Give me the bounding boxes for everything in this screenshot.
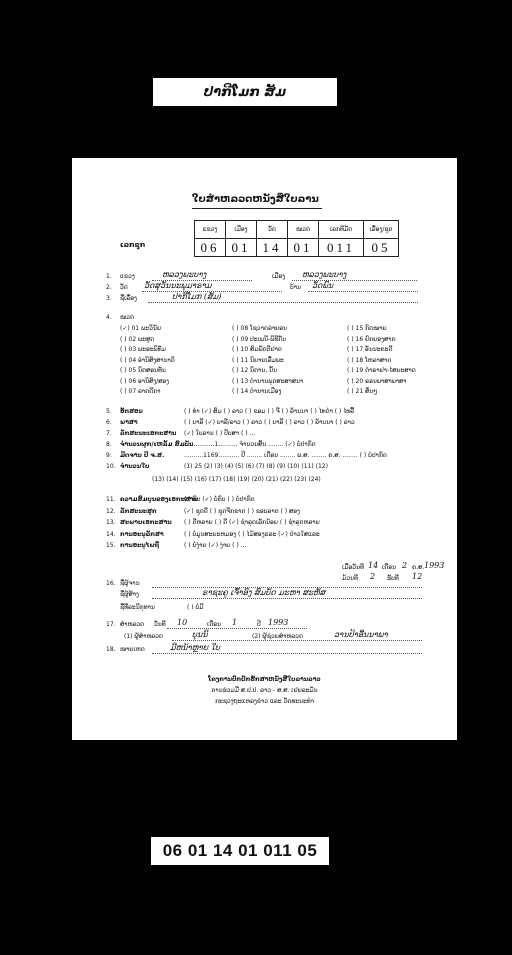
code-table xyxy=(194,220,399,257)
row-label: ພາສາ xyxy=(120,419,138,426)
category-label: ໝວດ xyxy=(120,314,134,321)
row-options: ( ) ບໍ່ມູນສະຍະຫມອງ ( ) ໄມ້ສອງແລະ (✓) ປ່າວໃສແລະ xyxy=(184,530,320,538)
receipt-number-label: ຮັບທີ xyxy=(387,575,399,582)
code-header: ແຂວງ xyxy=(195,221,226,239)
row-options: ( ) ບໍ່ງ່າຍ (✓) ງ່າຍ ( ) ... xyxy=(184,542,247,549)
copy-date-label: ເມື່ອວັນທີ xyxy=(342,564,364,571)
row-options: (1) 25 (2) (3) (4) (5) (6) (7) (8) (9) (10) (11) (12) xyxy=(184,463,328,470)
code-digit: 011 xyxy=(319,239,364,257)
copy-date-year: 1993 xyxy=(424,561,445,570)
field-value-temple: ວັດສຸວັນນະພຸມາຣາມ xyxy=(144,281,212,290)
code-header: ເມືອງ xyxy=(226,221,257,239)
field-label-province: ແຂວງ xyxy=(120,273,135,280)
category-option: ( ) 06 ອານິສົງ/ສອງ xyxy=(120,377,170,385)
roll-title-text: ປາກີໂມກ ສັມ xyxy=(203,84,287,100)
survey-day-label: ວັນທີ xyxy=(154,621,166,628)
keeper-options: ( ) ບໍ່ມີ xyxy=(187,604,204,611)
sponsor-value: ຣາຊະຄູ ເຈົ້າອົງ ສົມບັດ ມະຫາ ສະຫັສ xyxy=(202,588,326,597)
category-option: ( ) 17 ອັນນະຄະດີ xyxy=(347,346,393,353)
row-options: ................1.......... ຈຳນວນສິ້ນ ........ (✓) ບໍ່ປາກົດ xyxy=(184,441,316,448)
category-option: ( ) 10 ສົມພັດຕີຢາດ xyxy=(232,346,282,353)
field-value-district: ຫລວງພະບາງ xyxy=(302,270,347,279)
survey-form-sheet xyxy=(72,158,457,740)
field-label-title: ຊື່ເລື່ອງ xyxy=(120,295,137,302)
code-label: ເລກຊຸກ xyxy=(120,241,146,249)
field-number: 11. xyxy=(106,496,116,503)
category-option: ( ) 15 ກົດໝາຍ xyxy=(347,325,387,332)
category-option: ( ) 09 ປະເພນີ-ພິທີກັນ xyxy=(232,335,287,343)
field-number: 12. xyxy=(106,507,116,515)
field-number: 10. xyxy=(106,463,116,470)
dotted-line xyxy=(308,291,418,292)
row-label: ຄວາມສົມບູນຂອງເອກະສານ xyxy=(120,496,198,503)
category-option: ( ) 11 ນິຍາຍເລື່ມພະ xyxy=(232,356,284,364)
roll-code-label xyxy=(151,837,329,865)
row-label: ຈຳນວນຜູກ/ເຫລັ້ມ ສົມບັນ xyxy=(120,441,194,448)
surveyor-value: ບຸນນິ xyxy=(192,630,208,639)
assistant-value: ວານປ້າອີ່ນນາພາ xyxy=(334,630,388,639)
field-number: 8. xyxy=(106,441,112,448)
field-label-temple: ວັດ xyxy=(120,284,128,291)
surveyor-label: (1) ຜູ້ສຳຫລວດ xyxy=(124,633,163,640)
row-label: ຈຳນວນໃບ xyxy=(120,463,150,470)
survey-year: 1993 xyxy=(268,618,289,627)
row-label: ສະພາບເອກະສານ xyxy=(120,519,172,526)
code-digit: 01 xyxy=(226,239,257,257)
field-number: 1. xyxy=(106,273,112,280)
field-number: 16. xyxy=(106,580,116,587)
row-options: ( ) ດີຫລາຍ ( ) ດີ (✓) ຊໍາລຸດເລັກນ້ອຍ ( ) ຊໍາລຸດຫລາຍ xyxy=(184,519,320,526)
row-options: (✓) ຊຸດດີ ( ) ຊຸດຈີກຂາດ ( ) ຂອບລາດ ( ) ສອງ xyxy=(184,507,300,515)
category-option: ( ) 18 ໂຫລາສາດ xyxy=(347,356,392,364)
category-option: ( ) 03 ພະອະພິທັມ xyxy=(120,346,166,353)
footer-line: ໂຄງການປົກປັກຮັກສາຫນັງສືໃບລານລາວ xyxy=(208,676,321,683)
category-option: ( ) 02 ພະສູດ xyxy=(120,335,155,343)
assistant-label: (2) ຜູ້ຊ່ວຍສຳຫລວດ xyxy=(252,633,303,640)
roll-number-label: ມ້ວນທີ xyxy=(342,575,358,582)
field-number: 4. xyxy=(106,314,112,321)
title-underline xyxy=(192,208,322,209)
category-option: ( ) 13 ຕຳນານພຸດສະສາສນາ xyxy=(232,377,304,385)
category-option: ( ) 08 ໂຊວາດລ່າຍອນ xyxy=(232,325,287,332)
row-label: ການອະນຸລັກສາ xyxy=(120,530,164,538)
footer-line: ກະຊວງຖະແຫລງຂ່າວ ແລະ ວັດທະນະທຳ xyxy=(215,698,314,705)
field-number: 15. xyxy=(106,542,116,549)
category-option: ( ) 21 ສິ່ນໆ xyxy=(347,388,378,395)
survey-month: 1 xyxy=(232,618,238,627)
category-option: ( ) 05 ນິດສອນທັນ xyxy=(120,367,166,374)
field-value-title: ປາກີໂມກ (ສັມ) xyxy=(172,292,222,301)
category-option: ( ) 20 ຣອນພາສາພາສາ xyxy=(347,377,407,385)
code-digit: 06 xyxy=(195,239,226,257)
row-label: ການອະນຸໄພຖື xyxy=(120,542,160,549)
dotted-line xyxy=(152,598,422,599)
field-label-village: ບ້ານ xyxy=(290,284,301,291)
dotted-line xyxy=(167,628,307,629)
category-option: ( ) 12 ນິດານ, ນິ້ນ xyxy=(232,367,277,374)
row-options: ( ) ທຳ (✓) ສົມ ( ) ລາວ ( ) ຂອມ ( ) ຈີ ( ) ລ້ານນາ ( ) ໄທດຳ ( ) ໄທລື້ xyxy=(184,408,355,415)
field-number: 17. xyxy=(106,621,116,628)
remarks-label: ໝາຍເຫດ xyxy=(120,646,145,653)
copy-date-day: 14 xyxy=(368,561,379,570)
code-header: ໝວດ xyxy=(288,221,319,239)
field-label-district: ເມືອງ xyxy=(272,273,286,280)
keeper-label: ຊື່ທີ່ລະນີກຸທານ xyxy=(120,604,155,611)
field-value-village: ວັດພົນ xyxy=(312,281,334,290)
copy-date-month-label: ເດືອນ xyxy=(382,564,397,571)
row-label: ລັກສະນະສູກ xyxy=(120,507,157,515)
sponsor-label: ຊື່ຜູ້ສ້າງ xyxy=(120,591,139,598)
category-option: ( ) 14 ຕຳນານເມືອງ xyxy=(232,388,282,395)
code-header: ເລກທີມັດ xyxy=(319,221,364,239)
field-number: 18. xyxy=(106,646,116,653)
survey-month-label: ເດືອນ xyxy=(207,621,222,628)
roll-number-value: 2 xyxy=(370,572,376,581)
field-number: 7. xyxy=(106,430,112,437)
copy-date-month: 2 xyxy=(402,561,408,570)
category-option: ( ) 07 ລາດດີກາ xyxy=(120,388,161,395)
row-options: ..........1169........... ປີ ........ ເດືອນ ........ ພ.ສ. ........ ຄ.ສ. ........ ( ) ບໍ່ປາກົດ xyxy=(184,452,387,459)
field-value-province: ຫລວງພະບາງ xyxy=(162,270,207,279)
survey-day: 10 xyxy=(177,618,188,627)
survey-label: ສຳຫລວດ xyxy=(120,621,145,628)
remarks-value: ມີຫນ້າຫຼາຍ ໃບ xyxy=(170,643,221,652)
field-number: 3. xyxy=(106,295,112,302)
category-option: (✓) 01 ພະວິນັຍ xyxy=(120,325,161,332)
row-options: ( ) ບາລີ (✓) ບາລີ/ລາວ ( ) ລາວ ( ) ບາລີ ( ) ລາວ ( ) ລ້ານນາ ( ) ລາວ xyxy=(184,419,355,426)
receipt-number-value: 12 xyxy=(412,572,423,581)
row-label: ອັກສອນ xyxy=(120,408,143,415)
row-options: (✓) ໃບລານ ( ) ປັບສາ ( ) ... xyxy=(184,430,256,437)
footer-line: ການຮ່ວມມື ສ.ປ.ປ. ລາວ - ສ.ສ. ເຢຍລະມັນ xyxy=(211,687,318,694)
dotted-line xyxy=(152,653,422,654)
field-number: 6. xyxy=(106,419,112,426)
dotted-line xyxy=(172,640,422,641)
roll-code-text: 06 01 14 01 011 05 xyxy=(162,841,318,860)
row-label: ມີດຈານ ປີ ຈ.ສ. xyxy=(120,452,165,459)
code-header: ວັດ xyxy=(257,221,288,239)
dotted-line xyxy=(292,280,417,281)
field-number: 14. xyxy=(106,530,116,538)
category-option: ( ) 04 ອຳນິສົງສານາດິ xyxy=(120,356,175,364)
roll-title-label xyxy=(153,78,337,106)
code-header: ເລື່ອງ/ຊຸດ xyxy=(364,221,399,239)
code-digit: 01 xyxy=(288,239,319,257)
field-number: 13. xyxy=(106,519,116,526)
leaf-count-extra: (13) (14) (15) (16) (17) (18) (19) (20) (21) (22) (23) (24) xyxy=(152,476,321,483)
field-number: 2. xyxy=(106,284,112,291)
category-option: ( ) 19 ດຳຣາຢາ-ໄສຍະສາດ xyxy=(347,367,416,374)
copy-date-year-label: ຄ.ສ. xyxy=(412,564,425,571)
row-label: ລັກສະນະເອກະສານ xyxy=(120,430,177,437)
field-number: 5. xyxy=(106,408,112,415)
category-option: ( ) 16 ຍົກຍອງສາກ xyxy=(347,335,396,343)
survey-year-label: ປີ xyxy=(257,621,261,628)
code-digit: 14 xyxy=(257,239,288,257)
scribe-label: ຊື່ຜູ້ຈານ xyxy=(120,580,140,587)
row-options: ( ) ຄົບ (✓) ບໍ່ຄົບ ( ) ບໍ່ປາກົດ xyxy=(184,496,255,503)
form-title: ໃບສຳຫລວດຫນັງສືໃບລານ xyxy=(192,194,319,205)
field-number: 9. xyxy=(106,452,112,459)
code-digit: 05 xyxy=(364,239,399,257)
dotted-line xyxy=(148,302,418,303)
